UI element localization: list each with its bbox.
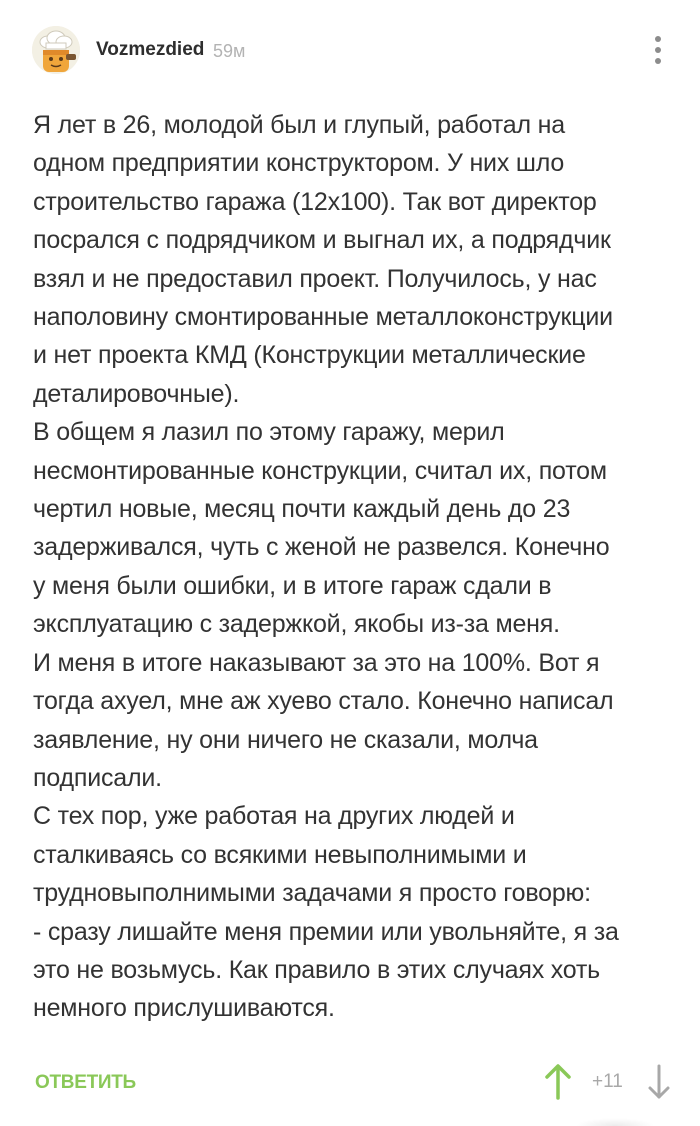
comment-footer	[0, 1052, 700, 1112]
comment-line: посрался с подрядчиком и выгнал их, а подрядчик	[33, 226, 611, 255]
comment-line: тогда ахуел, мне аж хуево стало. Конечно написал	[33, 687, 614, 716]
comment-line: сталкиваясь со всякими невыполнимыми и	[33, 840, 527, 869]
comment-time: 59м	[213, 41, 246, 61]
comment-line: С тех пор, уже работая на других людей и	[33, 802, 515, 831]
comment-line: заявление, ну они ничего не сказали, молча	[33, 725, 538, 754]
comment-line: Я лет в 26, молодой был и глупый, работал на	[33, 111, 565, 139]
comment-line: одном предприятии конструктором. У них шло	[33, 149, 565, 178]
arrow-up-icon[interactable]	[543, 1062, 573, 1102]
dot	[655, 36, 661, 42]
reply-button[interactable]: ОТВЕТИТЬ	[35, 1072, 136, 1093]
comment-line: строительство гаража (12х100). Так вот директор	[33, 187, 597, 216]
comment-line: И меня в итоге наказывают за это на 100%. Вот я	[33, 648, 600, 677]
comment-line: немного прислушиваются.	[33, 994, 335, 1023]
comment-line: трудновыполнимыми задачами я просто говорю:	[33, 879, 591, 908]
dot	[655, 58, 661, 64]
comment-line: наполовину смонтированные металлоконструкции	[33, 303, 613, 332]
comment-line: задерживался, чуть с женой не развелся. Конечно	[33, 533, 610, 562]
comment-line: - сразу лишайте меня премии или увольняйте, я за	[33, 917, 619, 946]
dot	[655, 47, 661, 53]
author-name[interactable]: Vozmezdied	[96, 39, 205, 60]
comment-line: подписали.	[33, 763, 162, 792]
comment-line: несмонтированные конструкции, считал их, потом	[33, 456, 607, 485]
comment-header	[0, 0, 700, 100]
rating-score: +11	[592, 1071, 623, 1092]
comment-line: это не возьмусь. Как правило в этих случаях хоть	[33, 955, 600, 984]
avatar[interactable]	[32, 26, 80, 74]
comment-line: чертил новые, месяц почти каждый день до 23	[33, 495, 571, 524]
comment-line: эксплуатацию с задержкой, якобы из-за меня.	[33, 610, 560, 639]
scroll-shadow	[575, 1118, 655, 1126]
comment-line: взял и не предоставил проект. Получилось, у нас	[33, 264, 597, 293]
arrow-down-icon[interactable]	[646, 1062, 672, 1102]
comment-line: деталировочные).	[33, 379, 240, 408]
chef-character-icon	[32, 26, 80, 74]
comment-line: В общем я лазил по этому гаражу, мерил	[33, 418, 505, 447]
comment-line: и нет проекта КМД (Конструкции металлические	[33, 341, 586, 370]
comment-text	[33, 106, 673, 1028]
comment-line: у меня были ошибки, и в итоге гараж сдали в	[33, 571, 552, 600]
more-vertical-icon[interactable]	[646, 32, 670, 68]
